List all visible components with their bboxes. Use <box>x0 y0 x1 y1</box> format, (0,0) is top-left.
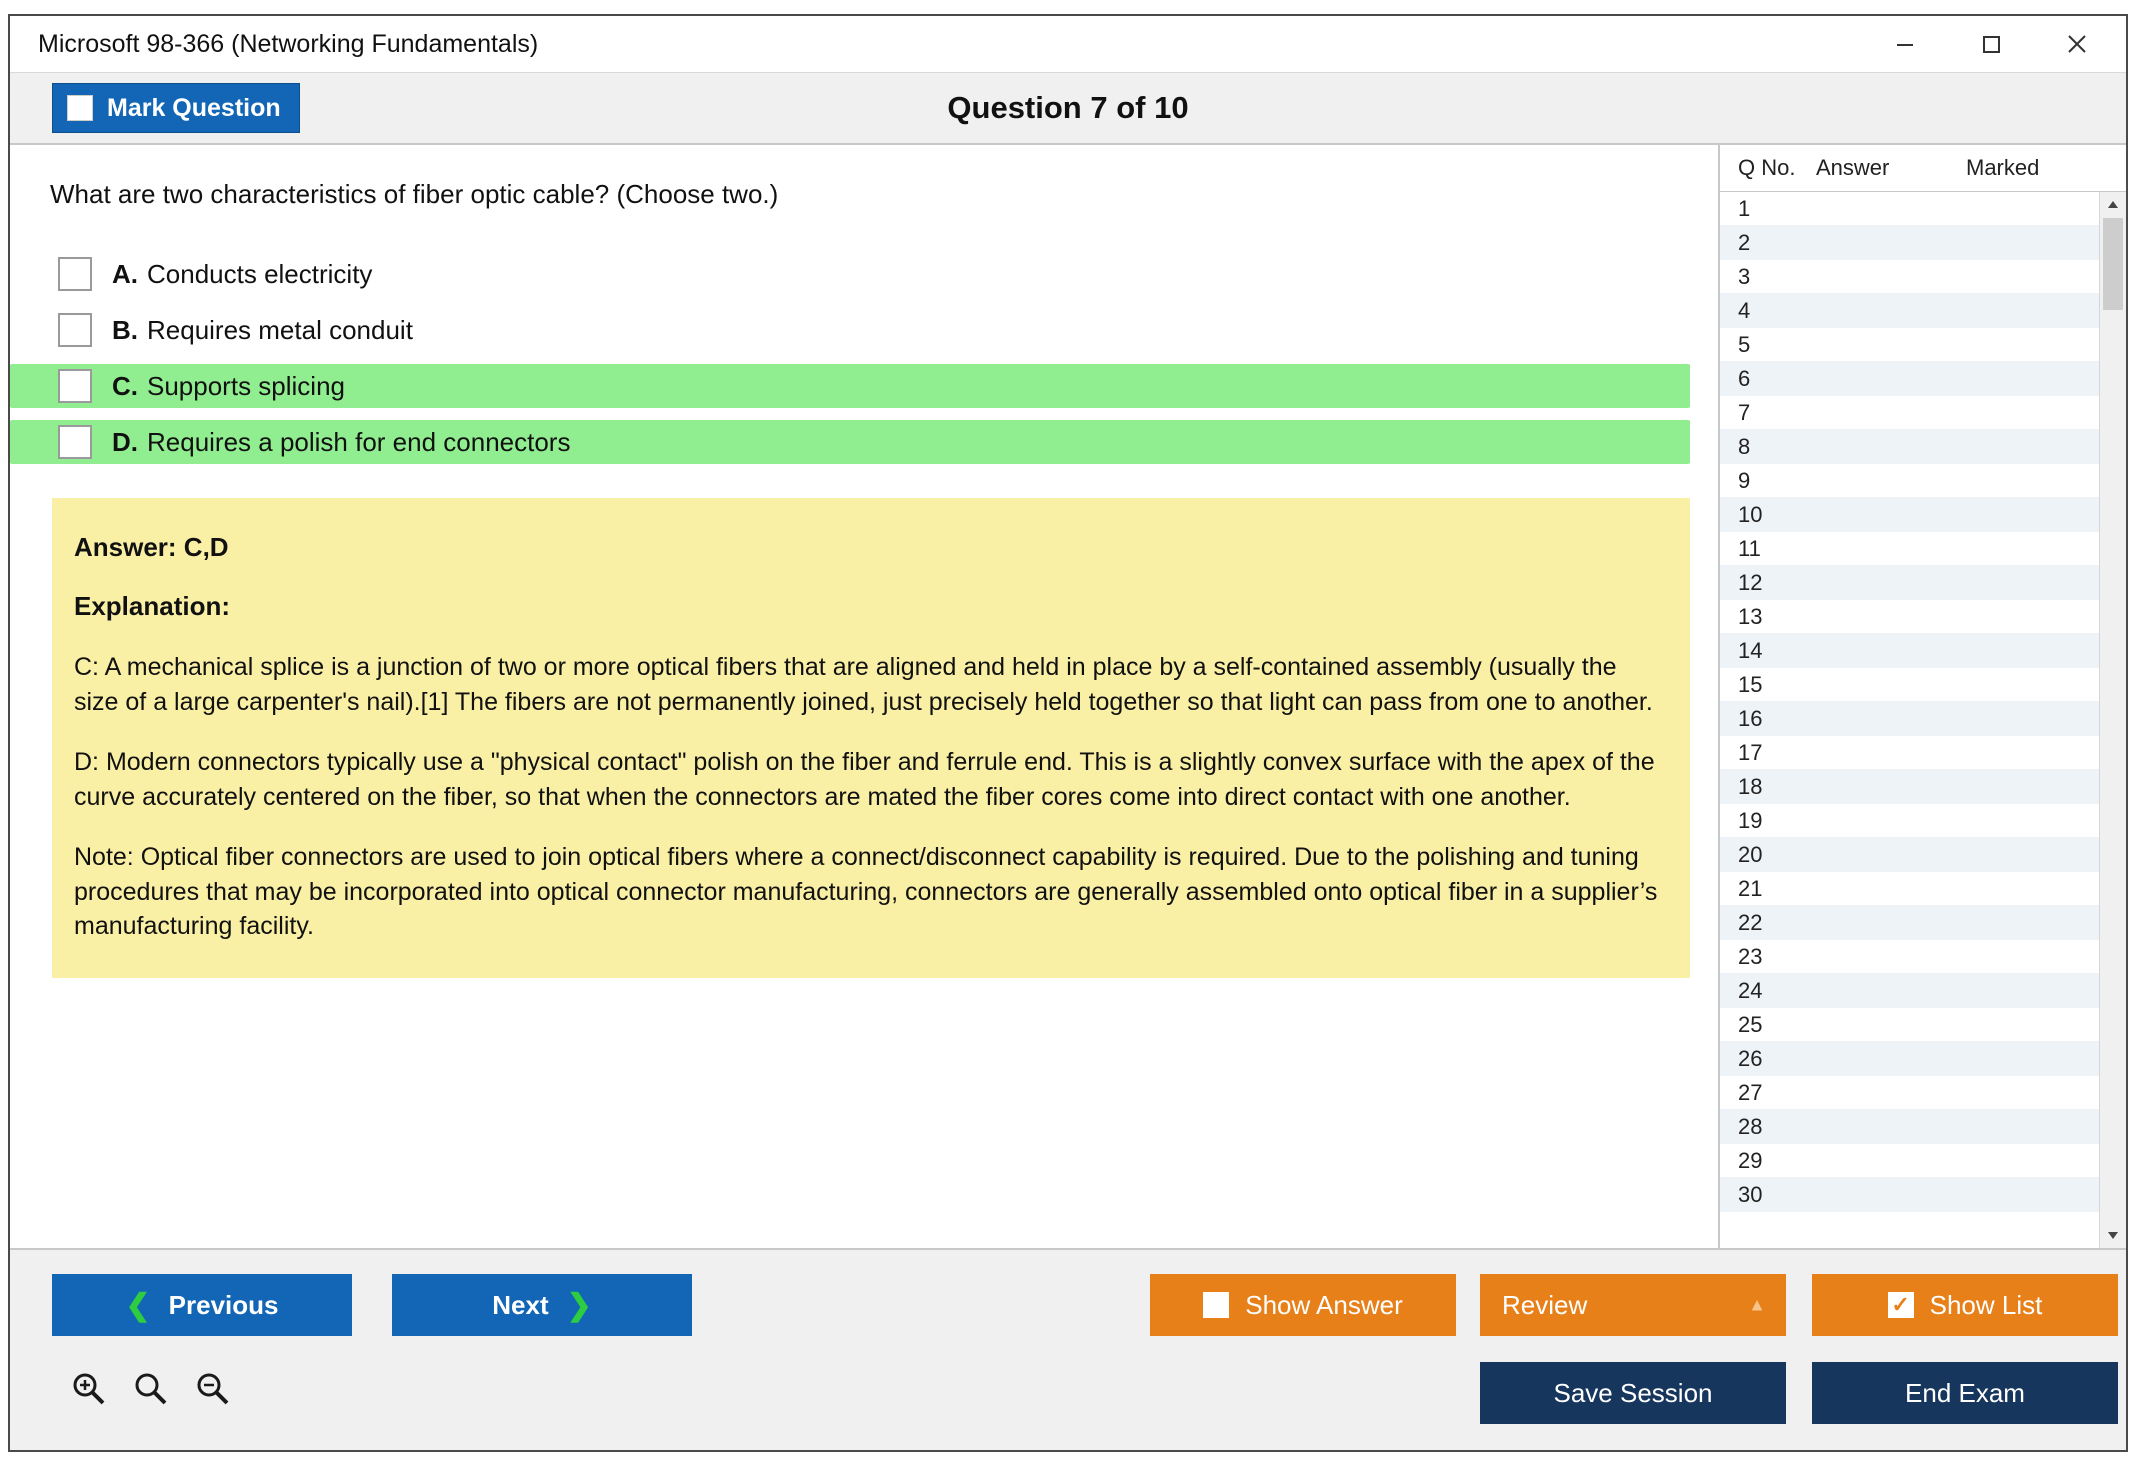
table-row[interactable] <box>1720 1076 2099 1110</box>
option-checkbox-b[interactable] <box>58 313 92 347</box>
table-row[interactable] <box>1720 192 2099 226</box>
explanation-paragraph: C: A mechanical splice is a junction of two or more optical fibers that are aligned and held in place by a self-contained assembly (usually the size of a large carpenter's nail).[1] The fibers are not permanently joined, just precisely held together so that light can pass from one to another. <box>74 653 1653 716</box>
title-bar <box>10 16 2126 73</box>
zoom-out-icon[interactable] <box>182 1358 244 1420</box>
zoom-in-icon[interactable] <box>58 1358 120 1420</box>
table-row[interactable] <box>1720 804 2099 838</box>
show-list-checkbox[interactable] <box>1888 1292 1914 1318</box>
row-qno: 22 <box>1738 909 1763 935</box>
table-row[interactable] <box>1720 668 2099 702</box>
row-qno: 6 <box>1738 365 1751 391</box>
column-header-qno: Q No. <box>1738 155 1796 180</box>
check-icon: ✓ <box>1891 1292 1910 1317</box>
row-qno: 19 <box>1738 807 1763 833</box>
table-row[interactable] <box>1720 736 2099 770</box>
question-list-scroll-area <box>1720 192 2126 1248</box>
scroll-up-icon[interactable] <box>2100 192 2126 218</box>
row-qno: 16 <box>1738 705 1763 731</box>
show-list-label: Show List <box>1929 1289 2043 1320</box>
table-row[interactable] <box>1720 498 2099 532</box>
table-row[interactable] <box>1720 702 2099 736</box>
mark-question-label: Mark Question <box>107 93 281 122</box>
row-qno: 15 <box>1738 671 1763 697</box>
body-area <box>10 145 2126 1248</box>
table-row[interactable] <box>1720 532 2099 566</box>
row-qno: 1 <box>1738 195 1751 221</box>
option-letter: B. <box>112 314 138 345</box>
table-row[interactable] <box>1720 838 2099 872</box>
table-row[interactable] <box>1720 872 2099 906</box>
next-label: Next <box>492 1289 549 1320</box>
table-row[interactable] <box>1720 362 2099 396</box>
option-row[interactable] <box>10 308 1718 352</box>
option-row[interactable] <box>10 252 1718 296</box>
window-controls <box>1862 16 2120 72</box>
column-header-marked: Marked <box>1966 155 2040 180</box>
mark-question-checkbox[interactable] <box>67 95 93 121</box>
table-row[interactable] <box>1720 566 2099 600</box>
explanation-paragraph: Note: Optical fiber connectors are used to join optical fibers where a connect/disconnect capability is required. Due to the polishing and tuning procedures that may be incorporated into optical connector manufacturing, connectors are generally assembled onto optical fiber in a supplier’s manufacturing facility. <box>74 843 1658 940</box>
row-qno: 26 <box>1738 1045 1763 1071</box>
row-qno: 4 <box>1738 297 1751 323</box>
option-row[interactable] <box>10 420 1690 464</box>
previous-button[interactable] <box>52 1274 352 1336</box>
row-qno: 25 <box>1738 1011 1763 1037</box>
row-qno: 8 <box>1738 433 1751 459</box>
table-row[interactable] <box>1720 974 2099 1008</box>
option-text: Requires a polish for end connectors <box>147 426 571 457</box>
scroll-down-icon[interactable] <box>2100 1222 2126 1248</box>
answer-options <box>10 252 1718 464</box>
row-qno: 7 <box>1738 399 1751 425</box>
table-row[interactable] <box>1720 396 2099 430</box>
column-header-answer: Answer <box>1816 155 1890 180</box>
table-row[interactable] <box>1720 600 2099 634</box>
row-qno: 28 <box>1738 1113 1763 1139</box>
row-qno: 23 <box>1738 943 1763 969</box>
row-qno: 12 <box>1738 569 1763 595</box>
exam-window <box>8 14 2128 1452</box>
table-row[interactable] <box>1720 1110 2099 1144</box>
maximize-icon[interactable] <box>1948 16 2034 72</box>
option-row[interactable] <box>10 364 1690 408</box>
row-qno: 18 <box>1738 773 1763 799</box>
question-text: What are two characteristics of fiber optic cable? (Choose two.) <box>50 179 779 209</box>
zoom-icon[interactable] <box>120 1358 182 1420</box>
question-pane <box>10 145 1718 1248</box>
question-counter: Question 7 of 10 <box>947 90 1189 125</box>
table-row[interactable] <box>1720 294 2099 328</box>
chevron-left-icon: ❮ <box>125 1288 151 1322</box>
explanation-heading: Explanation: <box>74 591 231 621</box>
chevron-up-icon: ▲ <box>1748 1294 1766 1315</box>
row-qno: 13 <box>1738 603 1763 629</box>
row-qno: 29 <box>1738 1147 1763 1173</box>
table-row[interactable] <box>1720 1042 2099 1076</box>
option-letter: D. <box>112 426 138 457</box>
table-row[interactable] <box>1720 430 2099 464</box>
question-list-header <box>1720 145 2126 192</box>
row-qno: 21 <box>1738 875 1763 901</box>
save-session-button[interactable] <box>1480 1362 1786 1424</box>
table-row[interactable] <box>1720 328 2099 362</box>
minimize-icon[interactable] <box>1862 16 1948 72</box>
end-exam-button[interactable] <box>1812 1362 2118 1424</box>
option-letter: C. <box>112 370 138 401</box>
end-exam-label: End Exam <box>1905 1377 2025 1408</box>
show-list-button[interactable] <box>1812 1274 2118 1336</box>
table-row[interactable] <box>1720 1178 2099 1212</box>
row-qno: 9 <box>1738 467 1751 493</box>
table-row[interactable] <box>1720 464 2099 498</box>
row-qno: 17 <box>1738 739 1763 765</box>
chevron-right-icon: ❯ <box>566 1288 592 1322</box>
mark-question-button[interactable] <box>52 83 300 133</box>
zoom-controls <box>58 1358 244 1420</box>
row-qno: 20 <box>1738 841 1763 867</box>
option-text: Supports splicing <box>147 370 345 401</box>
table-row[interactable] <box>1720 1008 2099 1042</box>
row-qno: 5 <box>1738 331 1751 357</box>
row-qno: 3 <box>1738 263 1751 289</box>
scrollbar-thumb[interactable] <box>2103 218 2123 310</box>
option-checkbox-c[interactable] <box>58 369 92 403</box>
row-qno: 14 <box>1738 637 1763 663</box>
row-qno: 10 <box>1738 501 1763 527</box>
table-row[interactable] <box>1720 634 2099 668</box>
row-qno: 30 <box>1738 1181 1763 1207</box>
answer-label: Answer: C,D <box>74 532 229 562</box>
option-letter: A. <box>112 258 138 289</box>
next-button[interactable] <box>392 1274 692 1336</box>
table-row[interactable] <box>1720 260 2099 294</box>
question-list-scrollbar[interactable] <box>2099 192 2126 1248</box>
show-answer-checkbox[interactable] <box>1203 1292 1229 1318</box>
show-answer-label: Show Answer <box>1245 1289 1403 1320</box>
option-checkbox-d[interactable] <box>58 425 92 459</box>
toolbar <box>10 73 2126 145</box>
row-qno: 2 <box>1738 229 1751 255</box>
table-row[interactable] <box>1720 940 2099 974</box>
previous-label: Previous <box>168 1289 279 1320</box>
window-title: Microsoft 98-366 (Networking Fundamentals) <box>38 29 539 58</box>
table-row[interactable] <box>1720 1144 2099 1178</box>
close-icon[interactable] <box>2034 16 2120 72</box>
row-qno: 11 <box>1738 535 1761 561</box>
table-row[interactable] <box>1720 906 2099 940</box>
show-answer-button[interactable] <box>1150 1274 1456 1336</box>
option-text: Conducts electricity <box>147 258 373 289</box>
explanation-paragraph: D: Modern connectors typically use a "physical contact" polish on the fiber and ferrule end. This is a slightly convex surface with the apex of the curve accurately centered on the fiber, so that when the connectors are mated the fiber cores come into direct contact with one another. <box>74 748 1655 811</box>
review-label: Review <box>1502 1289 1588 1320</box>
table-row[interactable] <box>1720 226 2099 260</box>
option-text: Requires metal conduit <box>147 314 413 345</box>
row-qno: 27 <box>1738 1079 1763 1105</box>
question-list-rows <box>1720 192 2099 1248</box>
save-session-label: Save Session <box>1553 1377 1713 1408</box>
question-list-pane <box>1718 145 2126 1248</box>
explanation-panel <box>52 498 1690 978</box>
review-dropdown[interactable] <box>1480 1274 1786 1336</box>
row-qno: 24 <box>1738 977 1763 1003</box>
table-row[interactable] <box>1720 770 2099 804</box>
footer-toolbar <box>10 1248 2126 1450</box>
option-checkbox-a[interactable] <box>58 257 92 291</box>
